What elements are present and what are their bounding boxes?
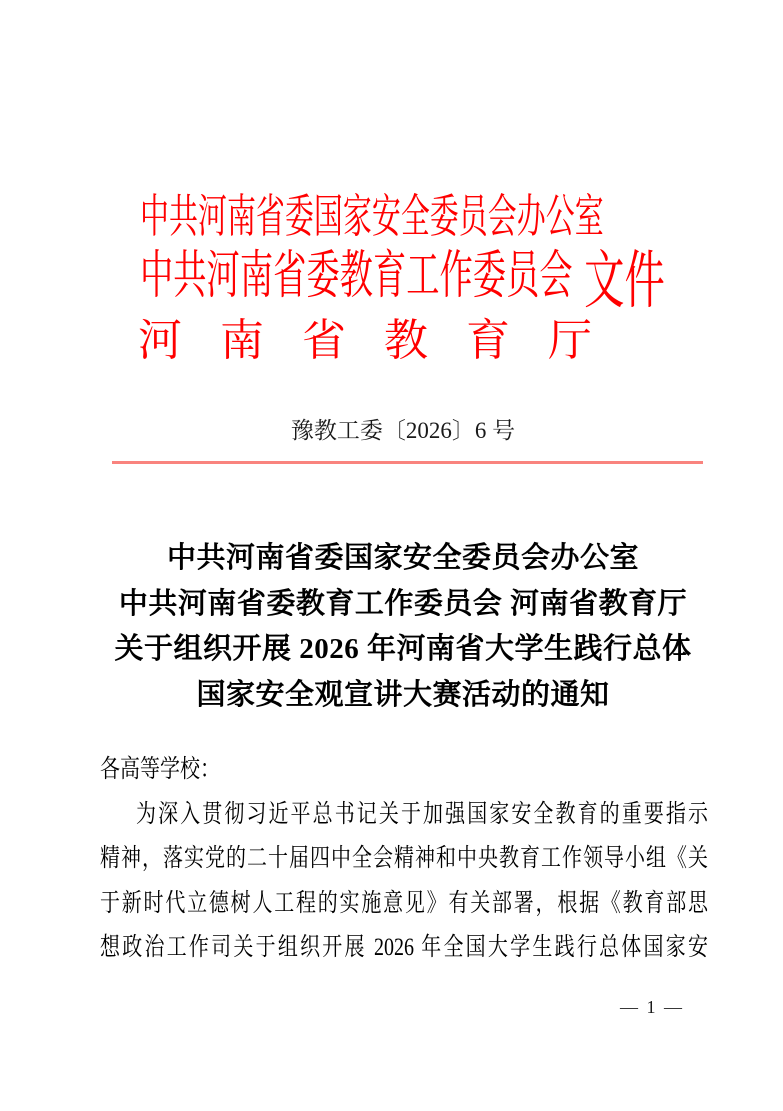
body-paragraph-line: 想政治工作司关于组织开展 2026 年全国大学生践行总体国家安 [100,934,708,961]
document-mark-label: 文件 [584,246,665,316]
letterhead-org-line-1 [140,191,783,242]
letterhead-org-line-2-name: 中共河南省委教育工作委员会 [140,248,573,305]
document-body-text [100,748,708,971]
document-body [100,748,712,971]
document-title [88,536,718,718]
letterhead-org-line-2-text [140,246,665,316]
body-paragraph-line: 精神，落实党的二十届四中全会精神和中央教育工作领导小组《关 [100,845,708,872]
document-title-line: 国家安全观宣讲大赛活动的通知 [196,678,610,711]
document-reference-number: 豫教工委〔2026〕6 号 [290,418,516,443]
body-paragraph-line: 于新时代立德树人工程的实施意见》有关部署，根据《教育部思 [100,889,708,917]
salutation: 各高等学校： [100,756,221,783]
letterhead-org-line-2 [140,246,783,316]
letterhead-org-line-3: 河南省教育厅 [138,316,630,365]
document-title-line: 关于组织开展 2026 年河南省大学生践行总体 [114,633,692,665]
page-number: — 1 — [620,997,684,1017]
document-title-line: 中共河南省委国家安全委员会办公室 [166,542,639,574]
body-paragraph-line: 为深入贯彻习近平总书记关于加强国家安全教育的重要指示 [136,800,708,828]
letterhead-org-line-1-text: 中共河南省委国家安全委员会办公室 [140,191,604,242]
red-divider-line [112,461,703,464]
document-title-line: 中共河南省委教育工作委员会 河南省教育厅 [118,587,688,620]
